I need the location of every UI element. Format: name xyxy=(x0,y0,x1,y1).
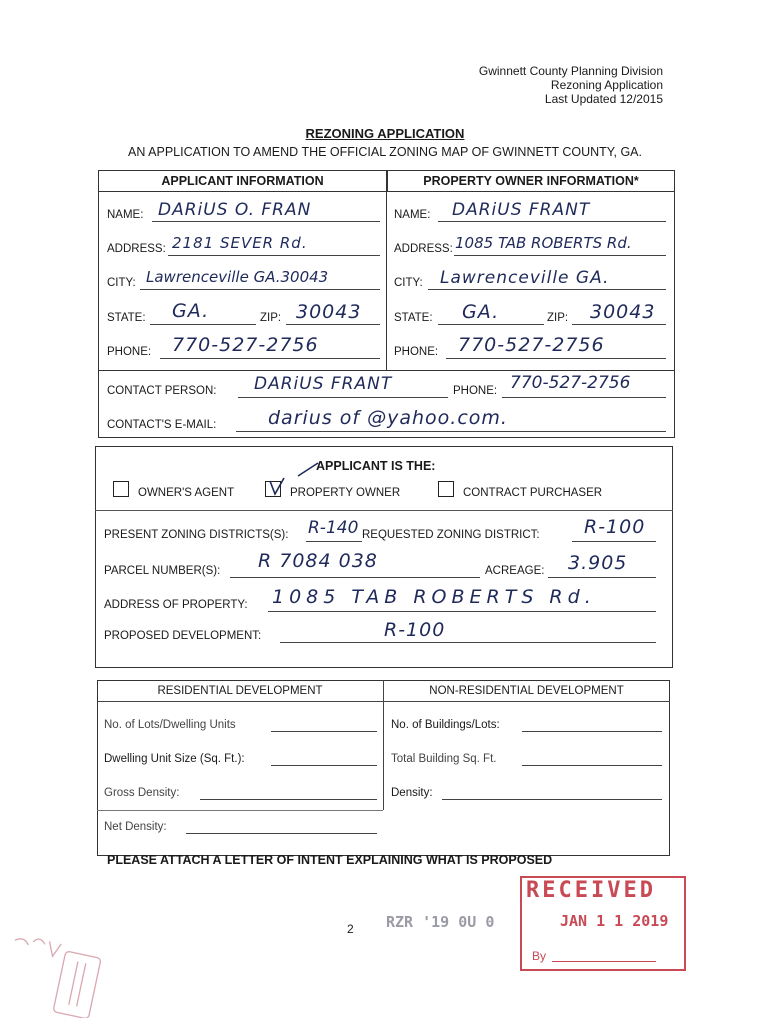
applicant-is-heading: APPLICANT IS THE: xyxy=(316,459,436,473)
applicant-name-label: NAME: xyxy=(107,209,144,221)
property-owner-label: PROPERTY OWNER xyxy=(290,487,401,499)
applicant-name-line xyxy=(152,221,380,222)
development-divider xyxy=(383,680,384,810)
net-density-label: Net Density: xyxy=(104,821,167,833)
owners-agent-label: OWNER'S AGENT xyxy=(138,487,235,499)
owner-name-line xyxy=(438,221,666,222)
requested-zoning-line xyxy=(572,541,656,542)
owner-phone-line xyxy=(446,358,666,359)
proposed-development-line xyxy=(280,642,656,643)
net-density-divider xyxy=(97,810,383,811)
applicant-is-divider xyxy=(95,510,673,511)
contact-phone-value[interactable]: 770-527-2756 xyxy=(510,373,631,393)
nonresidential-header-line xyxy=(383,701,670,702)
owner-city-value[interactable]: Lawrenceville GA. xyxy=(440,268,610,288)
present-zoning-label: PRESENT ZONING DISTRICTS(S): xyxy=(104,529,289,541)
received-stamp-word: RECEIVED xyxy=(526,878,656,903)
contact-person-value[interactable]: DARiUS FRANT xyxy=(254,374,393,394)
applicant-state-line xyxy=(150,324,256,325)
parcel-number-label: PARCEL NUMBER(S): xyxy=(104,565,221,577)
applicant-city-label: CITY: xyxy=(107,277,136,289)
owner-phone-value[interactable]: 770-527-2756 xyxy=(458,334,605,356)
owner-zip-value[interactable]: 30043 xyxy=(590,301,656,323)
owner-address-line xyxy=(454,255,666,256)
page-title: REZONING APPLICATION xyxy=(305,126,465,141)
division-header xyxy=(479,64,663,106)
owner-city-line xyxy=(428,289,666,290)
owner-address-label: ADDRESS: xyxy=(394,243,453,255)
owner-zip-label: ZIP: xyxy=(547,312,569,324)
owner-name-label: NAME: xyxy=(394,209,431,221)
present-zoning-value[interactable]: R-140 xyxy=(308,518,359,538)
applicant-zip-label: ZIP: xyxy=(260,312,282,324)
nonresidential-heading: NON-RESIDENTIAL DEVELOPMENT xyxy=(429,685,624,697)
owner-name-value[interactable]: DARiUS FRANT xyxy=(452,200,591,220)
residential-header-line xyxy=(97,701,383,702)
contact-email-value[interactable]: darius of @yahoo.com. xyxy=(268,407,508,429)
owner-city-label: CITY: xyxy=(394,277,423,289)
property-address-value[interactable]: 1085 TAB ROBERTS Rd. xyxy=(272,586,596,608)
faded-stamp-mark xyxy=(0,918,115,1018)
property-address-label: ADDRESS OF PROPERTY: xyxy=(104,599,248,611)
owner-phone-label: PHONE: xyxy=(394,346,439,358)
applicant-phone-label: PHONE: xyxy=(107,346,152,358)
received-stamp-by-line xyxy=(552,961,656,962)
residential-heading: RESIDENTIAL DEVELOPMENT xyxy=(157,685,323,697)
applicant-city-value[interactable]: Lawrenceville GA.30043 xyxy=(146,268,329,286)
header-updated: Last Updated 12/2015 xyxy=(544,92,663,106)
acreage-value[interactable]: 3.905 xyxy=(568,552,628,574)
header-division: Gwinnett County Planning Division xyxy=(478,64,663,78)
gross-density-label: Gross Density: xyxy=(104,787,180,799)
applicant-phone-value[interactable]: 770-527-2756 xyxy=(172,334,319,356)
building-sqft-label: Total Building Sq. Ft. xyxy=(391,753,497,765)
building-sqft-line xyxy=(522,765,662,766)
present-zoning-line xyxy=(306,541,362,542)
acreage-label: ACREAGE: xyxy=(485,565,545,577)
density-line xyxy=(442,799,662,800)
owner-state-line xyxy=(438,324,544,325)
owner-state-label: STATE: xyxy=(394,312,433,324)
contact-phone-line xyxy=(502,397,666,398)
letter-of-intent-note: PLEASE ATTACH A LETTER OF INTENT EXPLAINING WHAT IS PROPOSED xyxy=(107,853,553,867)
received-stamp-by: By xyxy=(532,949,547,963)
applicant-address-value[interactable]: 2181 SEVER Rd. xyxy=(172,234,308,252)
header-form-name: Rezoning Application xyxy=(550,78,663,92)
owner-heading: PROPERTY OWNER INFORMATION* xyxy=(423,174,639,188)
pen-stroke-mark xyxy=(296,460,322,478)
applicant-zip-value[interactable]: 30043 xyxy=(296,301,362,323)
contact-divider xyxy=(98,370,675,371)
requested-zoning-label: REQUESTED ZONING DISTRICT: xyxy=(362,529,540,541)
applicant-address-label: ADDRESS: xyxy=(107,243,166,255)
lots-label: No. of Lots/Dwelling Units xyxy=(104,719,236,731)
contact-email-line xyxy=(236,431,666,432)
contact-email-label: CONTACT'S E-MAIL: xyxy=(107,419,217,431)
received-stamp-date: JAN 1 1 2019 xyxy=(560,912,669,930)
applicant-address-line xyxy=(168,255,380,256)
gross-density-line xyxy=(200,799,377,800)
proposed-development-value[interactable]: R-100 xyxy=(384,619,446,641)
applicant-state-value[interactable]: GA. xyxy=(172,300,210,322)
owner-state-value[interactable]: GA. xyxy=(462,301,500,323)
owner-address-value[interactable]: 1085 TAB ROBERTS Rd. xyxy=(455,234,632,252)
applicant-name-value[interactable]: DARiUS O. FRAN xyxy=(158,200,312,220)
applicant-state-label: STATE: xyxy=(107,312,146,324)
density-label: Density: xyxy=(391,787,433,799)
page-number: 2 xyxy=(347,922,354,936)
proposed-development-label: PROPOSED DEVELOPMENT: xyxy=(104,630,262,642)
lots-line xyxy=(271,731,377,732)
contract-purchaser-checkbox[interactable] xyxy=(438,481,454,497)
contact-phone-label: PHONE: xyxy=(453,385,498,397)
applicant-city-line xyxy=(140,289,380,290)
applicant-heading: APPLICANT INFORMATION xyxy=(161,174,324,188)
applicant-phone-line xyxy=(160,358,380,359)
unit-size-line xyxy=(271,765,377,766)
contact-person-line xyxy=(238,397,448,398)
parcel-number-line xyxy=(230,577,480,578)
parcel-number-value[interactable]: R 7084 038 xyxy=(258,550,378,572)
net-density-line xyxy=(186,833,377,834)
buildings-label: No. of Buildings/Lots: xyxy=(391,719,500,731)
applicant-zip-line xyxy=(286,324,380,325)
buildings-line xyxy=(522,731,662,732)
unit-size-label: Dwelling Unit Size (Sq. Ft.): xyxy=(104,753,245,765)
rzr-stamp: RZR '19 0U 0 xyxy=(386,913,495,931)
checkmark-icon xyxy=(266,475,288,497)
contract-purchaser-label: CONTRACT PURCHASER xyxy=(463,487,603,499)
owners-agent-checkbox[interactable] xyxy=(113,481,129,497)
page-subtitle: AN APPLICATION TO AMEND THE OFFICIAL ZONING MAP OF GWINNETT COUNTY, GA. xyxy=(128,145,642,159)
property-address-line xyxy=(268,611,656,612)
acreage-line xyxy=(548,577,656,578)
owner-zip-line xyxy=(572,324,666,325)
requested-zoning-value[interactable]: R-100 xyxy=(584,516,646,538)
column-divider xyxy=(386,170,387,370)
contact-person-label: CONTACT PERSON: xyxy=(107,385,217,397)
